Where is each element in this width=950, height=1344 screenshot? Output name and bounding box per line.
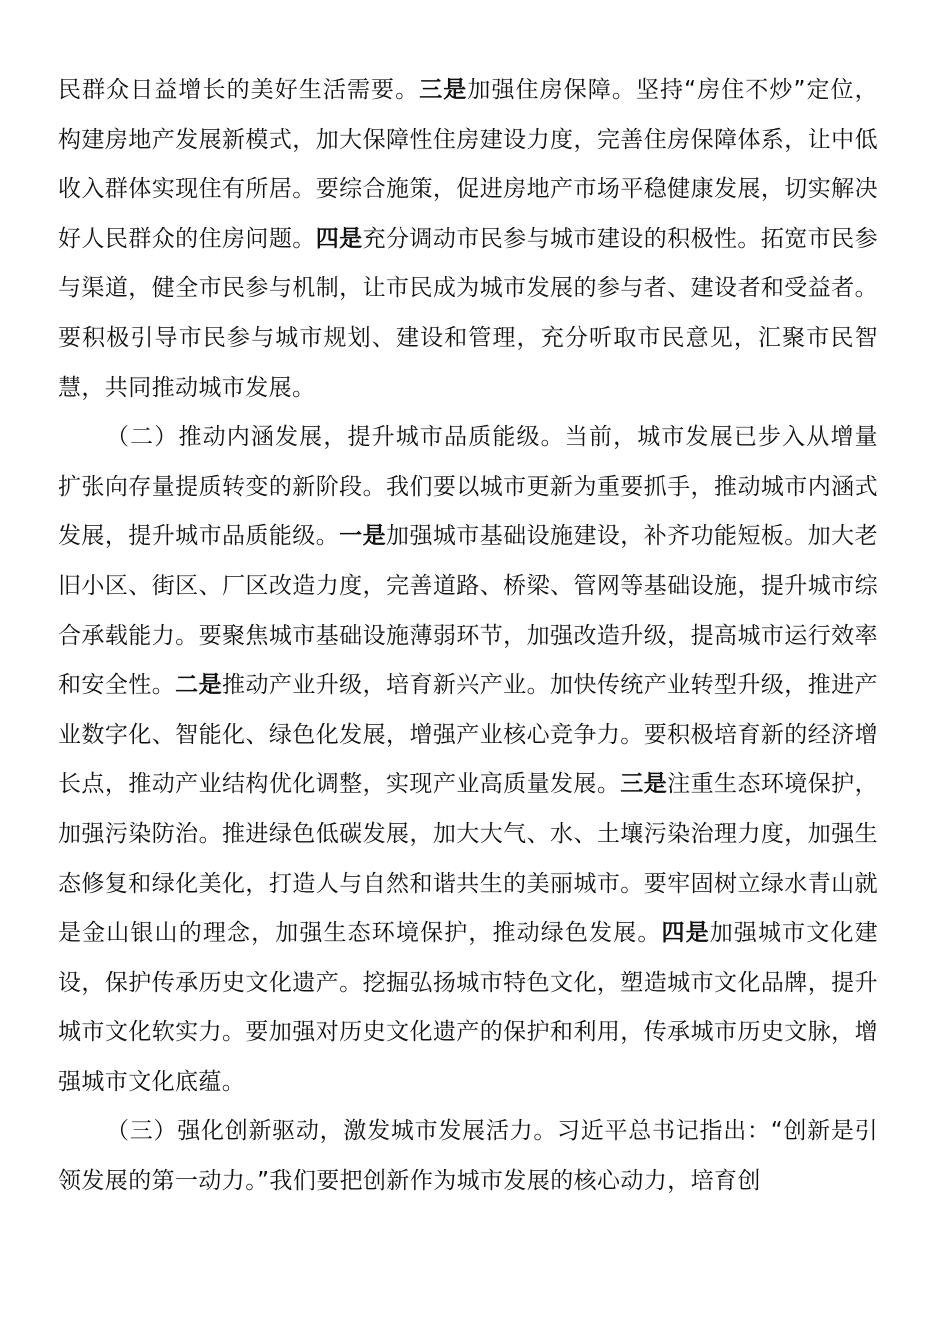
paragraph-continuation [58,66,878,413]
bold-marker-yi-shi: 一是 [339,523,387,550]
text-segment: 加强住房保障。坚持“房住不炒”定位，构建房地产发展新模式，加大保障性住房建设力度，完善住房保障体系，让中低收入群体实现住有所居。要综合施策，促进房地产市场平稳健康发展，切实解决好人民群众的住房问题。 [58,77,878,252]
text-segment: 民群众日益增长的美好生活需要。 [58,77,420,103]
document-page [58,66,878,1207]
text-segment: 推动产业升级，培育新兴产业。加快传统产业转型升级，推进产业数字化、智能化、绿色化发展，增强产业核心竞争力。要积极培育新的经济增长点，推动产业结构优化调整，实现产业高质量发展。 [58,672,878,798]
text-segment: 加强城市文化建设，保护传承历史文化遗产。挖掘弘扬城市特色文化，塑造城市文化品牌，提升城市文化软实力。要加强对历史文化遗产的保护和利用，传承城市历史文脉，增强城市文化底蕴。 [58,920,878,1095]
bold-marker-er-shi: 二是 [175,672,223,699]
bold-marker-san-shi: 三是 [419,77,468,103]
text-segment: 充分调动市民参与城市建设的积极性。拓宽市民参与渠道，健全市民参与机制，让市民成为城市发展的参与者、建设者和受益者。要积极引导市民参与城市规划、建设和管理，充分听取市民意见，汇聚市民智慧，共同推动城市发展。 [58,225,878,401]
text-segment: 注重生态环境保护，加强污染防治。推进绿色低碳发展，加大大气、水、土壤污染治理力度，加强生态修复和绿化美化，打造人与自然和谐共生的美丽城市。要牢固树立绿水青山就是金山银山的理念，加强生态环境保护，推动绿色发展。 [58,771,878,947]
bold-marker-san-shi: 三是 [620,771,668,798]
bold-marker-si-shi: 四是 [661,920,710,947]
bold-marker-si-shi: 四是 [315,225,363,252]
text-segment: 加强城市基础设施建设，补齐功能短板。加大老旧小区、街区、厂区改造力度，完善道路、桥梁、管网等基础设施，提升城市综合承载能力。要聚焦城市基础设施薄弱环节，加强改造升级，提高城市运行效率和安全性。 [58,523,878,699]
paragraph-section-two [58,413,878,1107]
text-segment: （三）强化创新驱动，激发城市发展活力。习近平总书记指出：“创新是引领发展的第一动力。”我们要把创新作为城市发展的核心动力，培育创 [58,1118,878,1195]
text-segment: （二）推动内涵发展，提升城市品质能级。当前，城市发展已步入从增量扩张向存量提质转变的新阶段。我们要以城市更新为重要抓手，推动城市内涵式发展，提升城市品质能级。 [58,424,878,550]
paragraph-section-three [58,1107,878,1206]
